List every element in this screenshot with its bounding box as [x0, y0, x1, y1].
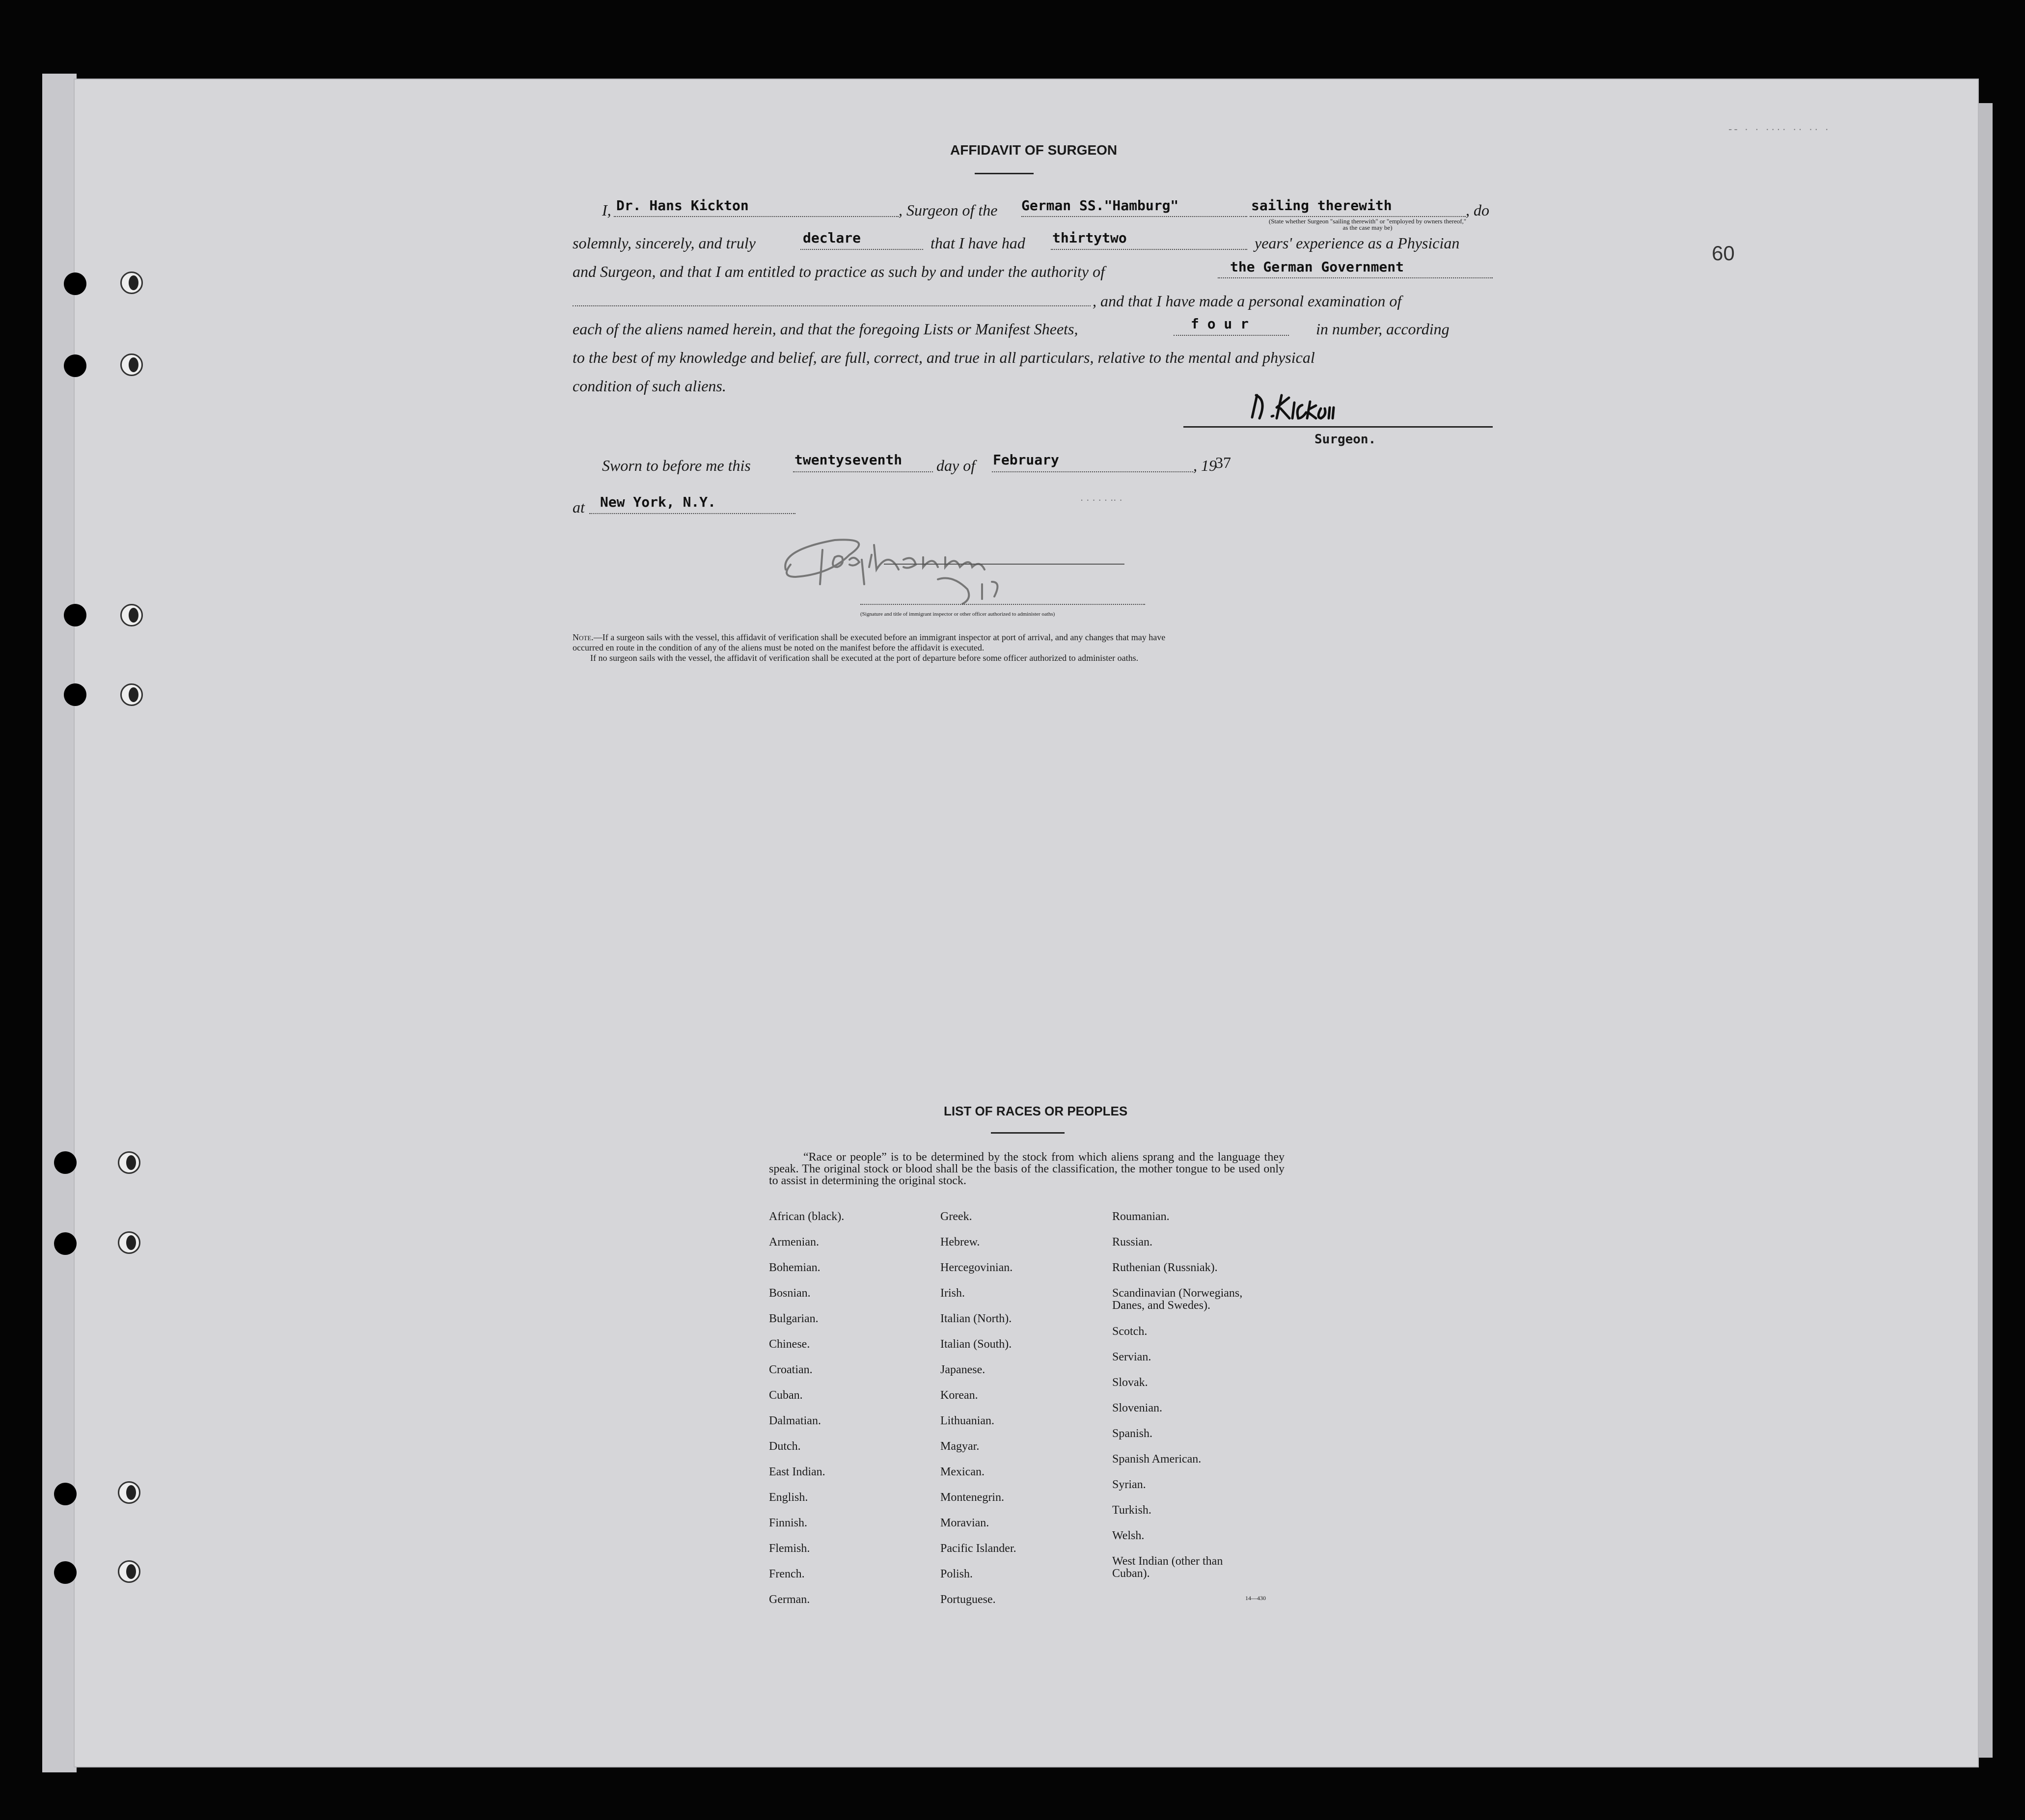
vessel-field-line: [1021, 215, 1247, 217]
title-rule: [975, 173, 1034, 174]
race-entry: Lithuanian.: [940, 1414, 994, 1427]
races-column-1: [769, 1211, 844, 1619]
race-entry: German.: [769, 1593, 810, 1606]
line4-text: , and that I have made a personal examination of: [1093, 292, 1402, 310]
race-entry: Roumanian.: [1112, 1210, 1170, 1223]
race-entry: Moravian.: [940, 1517, 989, 1529]
race-entry: Syrian.: [1112, 1478, 1146, 1491]
binder-ring: [118, 1481, 140, 1504]
sworn-day-of: day of: [936, 457, 976, 474]
sworn-month-field-line: [992, 470, 1193, 472]
authority-field-line: [1218, 276, 1493, 278]
race-entry: Dalmatian.: [769, 1414, 821, 1427]
sworn-month: February: [993, 452, 1059, 468]
binder-hole: [54, 1483, 77, 1505]
race-entry: Ruthenian (Russniak).: [1112, 1261, 1218, 1274]
line2-lead: solemnly, sincerely, and truly: [573, 234, 756, 252]
race-entry: Japanese.: [940, 1363, 985, 1376]
race-entry: Irish.: [940, 1287, 965, 1300]
note-line3: If no surgeon sails with the vessel, the affidavit of verification shall be executed at the port of departure before some officer authorized to administer oaths.: [590, 653, 1139, 663]
races-title-rule: [991, 1132, 1065, 1134]
vessel-name: German SS."Hamburg": [1021, 197, 1179, 214]
race-entry: Finnish.: [769, 1517, 808, 1529]
surgeon-name: Dr. Hans Kickton: [616, 197, 749, 214]
sworn-day: twentyseventh: [794, 452, 903, 468]
declare-value: declare: [803, 230, 861, 246]
sworn-year-suffix: 37: [1215, 454, 1231, 471]
sworn-day-field-line: [793, 470, 933, 472]
form-number: 14—430: [1245, 1595, 1266, 1602]
race-entry: Dutch.: [769, 1440, 801, 1453]
line1-do: , do: [1466, 201, 1489, 219]
race-entry: Greek.: [940, 1210, 972, 1223]
binder-ring: [118, 1560, 140, 1583]
sheets-field-line: [1174, 334, 1289, 336]
declare-field-line: [800, 248, 923, 250]
binder-hole: [64, 272, 86, 295]
line7-text: condition of such aliens.: [573, 377, 726, 395]
race-entry: Chinese.: [769, 1338, 810, 1351]
race-entry: Slovak.: [1112, 1376, 1148, 1389]
race-entry: Russian.: [1112, 1236, 1153, 1249]
bleed-through-mark: . . . . . .. .: [1080, 491, 1122, 503]
officer-caption: (Signature and title of immigrant inspector or other officer authorized to administer oaths): [860, 611, 1055, 617]
race-entry: African (black).: [769, 1210, 845, 1223]
page-edge-right: [1979, 103, 1993, 1758]
line2-mid: that I have had: [930, 234, 1025, 252]
surgeon-signature-line: [1183, 426, 1493, 428]
binder-hole: [54, 1561, 77, 1584]
binder-hole: [64, 354, 86, 377]
officer-signature-line: [884, 564, 1124, 565]
race-entry: Korean.: [940, 1389, 978, 1402]
race-entry: Flemish.: [769, 1542, 810, 1555]
binder-ring: [118, 1151, 140, 1174]
binder-hole: [54, 1151, 77, 1174]
races-title: LIST OF RACES OR PEOPLES: [944, 1104, 1128, 1118]
status-hint: (State whether Surgeon "sailing therewith" or "employed by owners thereof," as the case may be): [1268, 217, 1467, 231]
surgeon-name-field-line: [614, 215, 899, 217]
race-entry: English.: [769, 1491, 808, 1504]
race-entry: Spanish.: [1112, 1427, 1153, 1440]
race-entry: Pacific Islander.: [940, 1542, 1016, 1555]
sworn-place: New York, N.Y.: [600, 494, 716, 510]
race-entry: French.: [769, 1568, 805, 1580]
race-entry: Italian (North).: [940, 1312, 1012, 1325]
years-field-line: [1051, 248, 1247, 250]
race-entry: Magyar.: [940, 1440, 980, 1453]
page-number: 60: [1712, 242, 1735, 265]
line1-prefix: I,: [602, 201, 611, 219]
race-entry: Welsh.: [1112, 1529, 1145, 1542]
page-edge-left: [42, 74, 77, 1772]
years-experience: thirtytwo: [1052, 230, 1127, 246]
affidavit-title: AFFIDAVIT OF SURGEON: [950, 142, 1118, 158]
note-line2: occurred en route in the condition of any of the aliens must be noted on the manifest before the affidavit is executed.: [573, 643, 985, 652]
race-entry: Hercegovinian.: [940, 1261, 1013, 1274]
race-entry: Slovenian.: [1112, 1402, 1162, 1414]
line2-tail: years' experience as a Physician: [1255, 234, 1460, 252]
note-line1: —If a surgeon sails with the vessel, this affidavit of verification shall be executed before an immigrant inspector at port of arrival, and any changes that may have: [593, 632, 1166, 642]
race-entry: West Indian (other than Cuban).: [1112, 1555, 1223, 1580]
surgeon-of-text: , Surgeon of the: [899, 201, 998, 219]
race-entry: Bulgarian.: [769, 1312, 819, 1325]
race-entry: Bosnian.: [769, 1287, 811, 1300]
line3-lead: and Surgeon, and that I am entitled to practice as such by and under the authority of: [573, 263, 1105, 280]
race-entry: Montenegrin.: [940, 1491, 1004, 1504]
bleed-through-mark: -- · · ···· ·· ·· ·: [1728, 123, 1831, 135]
officer-signature: [776, 520, 1066, 609]
line6-text: to the best of my knowledge and belief, are full, correct, and true in all particulars, relative to the mental and physical: [573, 349, 1315, 366]
sworn-lead: Sworn to before me this: [602, 457, 751, 474]
binder-ring: [120, 353, 143, 376]
binder-hole: [64, 683, 86, 706]
surgeon-signature: [1247, 388, 1336, 432]
race-entry: East Indian.: [769, 1466, 825, 1478]
line5-tail: in number, according: [1316, 320, 1450, 338]
line5-lead: each of the aliens named herein, and that the foregoing Lists or Manifest Sheets,: [573, 320, 1078, 338]
surgeon-status: sailing therewith: [1251, 197, 1392, 214]
races-column-3-bottom: [1112, 1326, 1223, 1581]
race-entry: Spanish American.: [1112, 1453, 1202, 1466]
race-entry: Italian (South).: [940, 1338, 1012, 1351]
race-entry: Armenian.: [769, 1236, 819, 1249]
status-field-line: [1250, 215, 1466, 217]
place-field-line: [589, 512, 795, 514]
surgeon-label: Surgeon.: [1314, 432, 1376, 447]
at-lead: at: [573, 498, 585, 516]
note-label: Note.: [573, 632, 594, 642]
binder-ring: [120, 272, 143, 294]
sheets-count: f o u r: [1191, 316, 1249, 332]
race-entry: Polish.: [940, 1568, 973, 1580]
race-entry: Mexican.: [940, 1466, 985, 1478]
race-entry: Servian.: [1112, 1351, 1151, 1363]
binder-hole: [64, 604, 86, 626]
race-entry: Hebrew.: [940, 1236, 980, 1249]
race-entry: Bohemian.: [769, 1261, 821, 1274]
race-entry: Cuban.: [769, 1389, 803, 1402]
binder-hole: [54, 1232, 77, 1255]
binder-ring: [120, 604, 143, 626]
race-entry: Scandinavian (Norwegians, Danes, and Swedes).: [1112, 1287, 1243, 1312]
race-entry: Scotch.: [1112, 1325, 1148, 1338]
races-intro: “Race or people” is to be determined by the stock from which aliens sprang and the language they speak. The original stock or blood shall be the basis of the classification, the mother tongue to be used only to assist in determining the original stock.: [769, 1151, 1285, 1187]
note-paragraph: [573, 632, 1165, 663]
binder-ring: [120, 683, 143, 706]
sworn-year-prefix: , 19: [1193, 457, 1217, 474]
races-column-3-top: [1112, 1211, 1242, 1312]
race-entry: Croatian.: [769, 1363, 813, 1376]
officer-caption-line: [860, 603, 1145, 605]
authority-value: the German Government: [1230, 259, 1404, 275]
blank-field-line: [573, 304, 1091, 306]
binder-ring: [118, 1231, 140, 1254]
race-entry: Portuguese.: [940, 1593, 996, 1606]
race-entry: Turkish.: [1112, 1504, 1151, 1517]
races-column-2: [940, 1211, 1016, 1619]
